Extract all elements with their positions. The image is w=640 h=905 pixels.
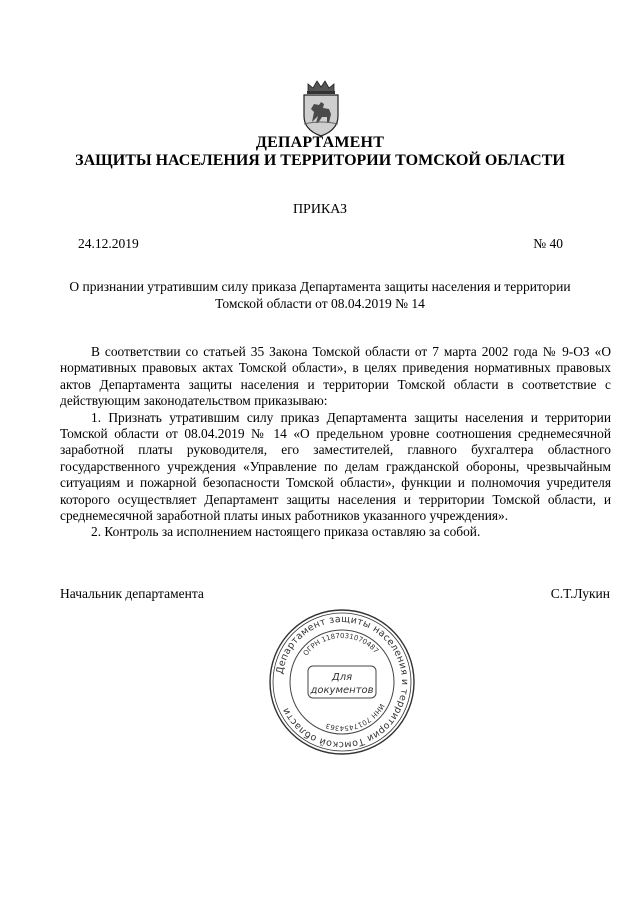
seal-ogrn-text: ОГРН 1187031070487 — [301, 631, 381, 658]
signer-title: Начальник департамента — [60, 586, 204, 601]
seal-center-line2: документов — [310, 685, 374, 696]
subject-line-2: Томской области от 08.04.2019 № 14 — [215, 296, 425, 311]
document-subject — [60, 278, 580, 312]
seal-center-line1: Для — [331, 672, 353, 683]
document-type: ПРИКАЗ — [292, 202, 348, 217]
subject-line-1: О признании утратившим силу приказа Департамента защиты населения и территории — [69, 279, 571, 294]
org-name-line1: ДЕПАРТАМЕНТ — [255, 134, 385, 151]
body-paragraph-preamble: В соответствии со статьей 35 Закона Томской области от 7 марта 2002 года № 9-ОЗ «О нормативных правовых актах Томской области», в целях приведения нормативных правовых актов Департамента защиты населения и территории Томской области в соответствие с действующим законодательством приказываю: — [60, 344, 611, 409]
body-paragraph-item-2: 2. Контроль за исполнением настоящего приказа оставляю за собой. — [91, 524, 481, 540]
seal-outer-text: Департамент защиты населения и территории Томской области — [274, 613, 411, 751]
official-seal — [266, 606, 418, 758]
seal-inn-text: ИНН 7017454363 — [324, 702, 386, 733]
document-date: 24.12.2019 — [78, 236, 139, 251]
document-number: № 40 — [533, 236, 563, 251]
org-name-line2: ЗАЩИТЫ НАСЕЛЕНИЯ И ТЕРРИТОРИИ ТОМСКОЙ ОБЛАСТИ — [75, 152, 565, 169]
tomsk-coat-of-arms-icon — [300, 78, 342, 138]
body-paragraph-item-1: 1. Признать утратившим силу приказ Департамента защиты населения и территории Томской области от 08.04.2019 № 14 «О предельном уровне соотношения среднемесячной заработной платы руководителя, его заместителей, главного бухгалтера областного государственного учреждения «Управление по делам гражданской обороны, чрезвычайным ситуациям и пожарной безопасности Томской области», функции и полномочия учредителя которого осуществляет Департамент защиты населения и территории Томской области, и среднемесячной заработной платы иных работников указанного учреждения». — [60, 409, 611, 524]
signer-name: С.Т.Лукин — [550, 586, 610, 601]
svg-text:ОГРН 1187031070487 — [302, 632, 380, 657]
document-body — [60, 344, 611, 541]
